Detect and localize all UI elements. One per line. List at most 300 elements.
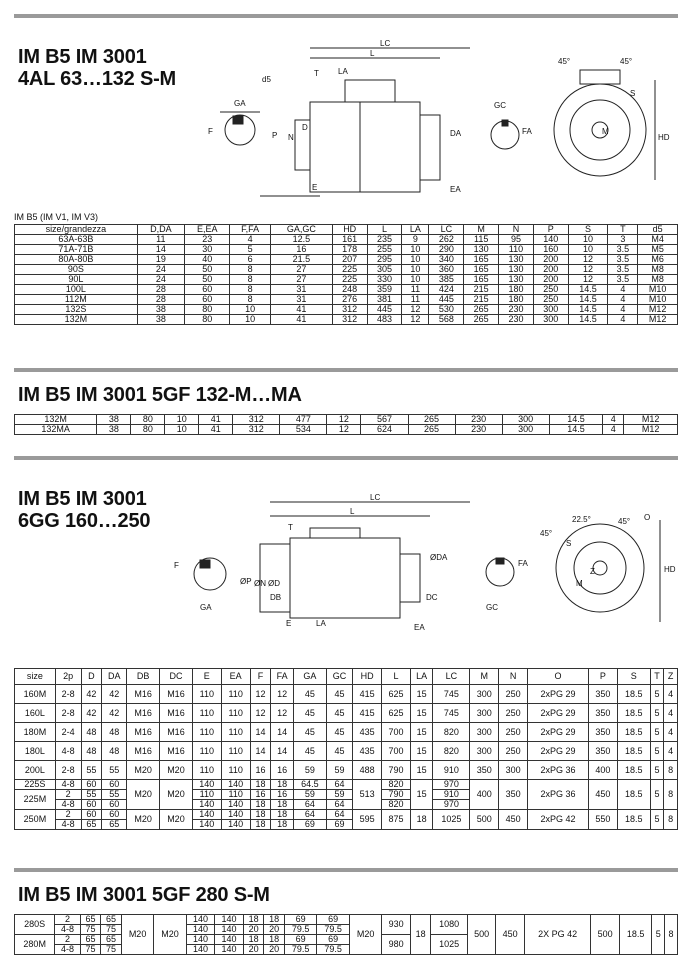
table-cell: 2	[55, 810, 81, 820]
table-cell: 69	[317, 935, 349, 945]
table-cell: 790	[382, 761, 411, 780]
table-cell: 42	[81, 685, 102, 704]
table-cell: 140	[215, 925, 244, 935]
dim-e-label-2: E	[286, 619, 292, 628]
table-cell: 79.5	[317, 925, 349, 935]
table-cell: 28	[137, 285, 184, 295]
table-cell: 15	[410, 742, 432, 761]
table-cell: 624	[361, 425, 408, 435]
table-cell: 140	[215, 935, 244, 945]
table-cell: 18	[250, 820, 271, 830]
table-cell: 567	[361, 415, 408, 425]
table-cell: M16	[160, 723, 193, 742]
table-cell: 18.5	[617, 704, 650, 723]
angle-label-1: 45°	[558, 57, 571, 66]
table-cell: 265	[408, 425, 455, 435]
table-cell: 140	[186, 945, 215, 955]
table-cell: 165	[464, 255, 499, 265]
table-cell: M10	[638, 285, 678, 295]
table-cell: 12	[250, 685, 271, 704]
table-cell: 110	[192, 761, 221, 780]
col-header: LA	[402, 225, 429, 235]
table-cell: 2-8	[55, 685, 81, 704]
table-cell: M8	[638, 275, 678, 285]
table-row	[15, 704, 678, 723]
table-cell: 27	[270, 275, 332, 285]
col-header: d5	[638, 225, 678, 235]
table-row	[15, 742, 678, 761]
table-cell: 75	[80, 925, 101, 935]
table-cell: 38	[97, 415, 131, 425]
table-cell: 14.5	[549, 415, 603, 425]
table-cell: 300	[470, 704, 499, 723]
col-header: DC	[160, 669, 193, 685]
table-cell: 14.5	[568, 305, 608, 315]
table-cell: 14	[250, 723, 271, 742]
table-cell: M20	[127, 761, 160, 780]
dim-z-label: Z	[590, 567, 595, 576]
table-cell: 45	[326, 742, 352, 761]
dim-d5-label: d5	[262, 75, 271, 84]
table-4al	[14, 224, 678, 325]
table-cell: 10	[568, 245, 608, 255]
table-cell: 45	[293, 704, 326, 723]
table-cell: 255	[367, 245, 402, 255]
table-cell: 2xPG 42	[528, 810, 589, 830]
table-cell: 8	[230, 265, 271, 275]
col-header: GA,GC	[270, 225, 332, 235]
dim-s-label-2: S	[566, 539, 572, 548]
table-cell: 15	[410, 761, 432, 780]
table-cell: 38	[137, 315, 184, 325]
table-cell: 14.5	[568, 285, 608, 295]
table-cell: 970	[433, 800, 470, 810]
table-cell: 110	[221, 761, 250, 780]
table-cell: 10	[165, 425, 199, 435]
table-cell: 55	[81, 790, 102, 800]
table-cell: 483	[367, 315, 402, 325]
table-cell: 165	[464, 275, 499, 285]
table-cell: 424	[429, 285, 464, 295]
table-cell: 41	[270, 305, 332, 315]
table-cell: M12	[624, 425, 678, 435]
table-cell: 18.5	[617, 761, 650, 780]
table-cell: 65	[102, 820, 127, 830]
dim-fa-label: FA	[522, 127, 532, 136]
table-cell: 45	[326, 685, 352, 704]
table-cell: 930	[382, 915, 411, 935]
table-cell: 500	[467, 915, 496, 955]
table-cell: 64.5	[293, 780, 326, 790]
table-cell: 4	[603, 425, 624, 435]
table-cell: 16	[271, 790, 293, 800]
section2-rule	[14, 368, 678, 372]
table-cell: 110	[221, 704, 250, 723]
table-cell: 75	[101, 925, 122, 935]
table-cell: 140	[192, 820, 221, 830]
table-cell: 110	[221, 685, 250, 704]
table-cell: 2-4	[55, 723, 81, 742]
table-cell: 415	[353, 704, 382, 723]
table-cell: 55	[102, 761, 127, 780]
table-cell: 4	[664, 685, 678, 704]
angle-label-2: 45°	[620, 57, 633, 66]
table-cell: 28	[137, 295, 184, 305]
table-cell: 18.5	[617, 723, 650, 742]
table-cell: 359	[367, 285, 402, 295]
table-cell: 305	[367, 265, 402, 275]
table-cell: 140	[215, 945, 244, 955]
table-cell: 10	[402, 265, 429, 275]
col-header: D	[81, 669, 102, 685]
table-cell: 4-8	[55, 742, 81, 761]
table-cell: 59	[326, 790, 352, 800]
table-cell: 8	[230, 295, 271, 305]
table-cell: 280M	[15, 935, 55, 955]
table-cell: 64	[326, 780, 352, 790]
table-cell: 16	[271, 761, 293, 780]
table-cell: 12	[568, 255, 608, 265]
table-cell: 48	[81, 742, 102, 761]
col-header: Z	[664, 669, 678, 685]
table-cell: M16	[160, 685, 193, 704]
table-cell: 110	[192, 685, 221, 704]
table-cell: M20	[349, 915, 381, 955]
table-cell: 140	[192, 780, 221, 790]
table-cell: 79.5	[284, 945, 316, 955]
table-cell: 14.5	[568, 315, 608, 325]
col-header: E	[192, 669, 221, 685]
table-row	[15, 275, 678, 285]
table-cell: 140	[533, 235, 568, 245]
table-cell: 42	[102, 704, 127, 723]
table-cell: 225S	[15, 780, 56, 790]
table-cell: 59	[293, 761, 326, 780]
table-cell: 140	[192, 800, 221, 810]
table-cell: 450	[499, 810, 528, 830]
table-cell: 340	[429, 255, 464, 265]
table-cell: 12.5	[270, 235, 332, 245]
table-cell: 910	[433, 790, 470, 800]
dim-dc-label: DC	[426, 593, 438, 602]
table-cell: 10	[568, 235, 608, 245]
section3-title	[18, 488, 150, 532]
dim-hd-label: HD	[658, 133, 670, 142]
dim-l-label: L	[370, 49, 375, 58]
table-cell: 280S	[15, 915, 55, 935]
table-cell: 130	[499, 265, 534, 275]
table-cell: 69	[293, 820, 326, 830]
table-cell: 4	[603, 415, 624, 425]
table-cell: 290	[429, 245, 464, 255]
dim-f-label: F	[208, 127, 213, 136]
angle-label-4: 45°	[540, 529, 553, 538]
table-cell: 5	[650, 810, 664, 830]
section2-title: IM B5 IM 3001 5GF 132-M…MA	[18, 384, 302, 406]
table-cell: 477	[280, 415, 327, 425]
table-cell: 69	[284, 935, 316, 945]
table-cell: 2-8	[55, 704, 81, 723]
table-cell: 250	[499, 742, 528, 761]
table-cell: 110	[192, 790, 221, 800]
table-cell: 300	[533, 305, 568, 315]
table-cell: 95	[499, 235, 534, 245]
table-cell: 4	[608, 295, 638, 305]
table-cell: M16	[127, 723, 160, 742]
table-cell: 41	[199, 415, 233, 425]
table-cell: 60	[185, 295, 230, 305]
table-cell: 10	[165, 415, 199, 425]
table-cell: 14	[137, 245, 184, 255]
section3-title-line2: 6GG 160…250	[18, 510, 151, 532]
table-cell: 71A-71B	[15, 245, 138, 255]
table-cell: 140	[221, 820, 250, 830]
dim-ga-label-2: GA	[200, 603, 212, 612]
table-cell: 60	[185, 285, 230, 295]
table-cell: 2	[55, 915, 80, 925]
col-header: D,DA	[137, 225, 184, 235]
table-cell: 65	[101, 915, 122, 925]
table-cell: 65	[80, 935, 101, 945]
table-cell: M8	[638, 265, 678, 275]
table-cell: 4	[608, 305, 638, 315]
table-cell: M4	[638, 235, 678, 245]
table-cell: 18	[271, 780, 293, 790]
table-cell: 11	[402, 295, 429, 305]
table-cell: 970	[433, 780, 470, 790]
table-cell: 69	[317, 915, 349, 925]
table-cell: 625	[382, 685, 411, 704]
col-header: S	[617, 669, 650, 685]
table-cell: 4-8	[55, 820, 81, 830]
dim-lc-label-2: LC	[370, 494, 381, 502]
table-cell: 90L	[15, 275, 138, 285]
table-cell: 160M	[15, 685, 56, 704]
table-cell: M12	[638, 305, 678, 315]
table-cell: 60	[102, 780, 127, 790]
table-cell: 59	[293, 790, 326, 800]
table-cell: M12	[624, 415, 678, 425]
table-cell: 2	[55, 935, 80, 945]
table-cell: 534	[280, 425, 327, 435]
table-cell: 20	[243, 925, 264, 935]
table-cell: 18	[264, 915, 285, 925]
table-cell: 12	[402, 305, 429, 315]
table-cell: 10	[230, 315, 271, 325]
table-cell: 38	[137, 305, 184, 315]
table-cell: 980	[382, 935, 411, 955]
table-cell: 3.5	[608, 265, 638, 275]
table-cell: 5	[650, 704, 664, 723]
table-cell: 79.5	[284, 925, 316, 935]
table-cell: 18	[243, 915, 264, 925]
table-cell: 500	[591, 915, 620, 955]
table-cell: 160	[533, 245, 568, 255]
dim-gc-label: GC	[494, 101, 506, 110]
table-cell: 18	[250, 800, 271, 810]
table-6gg	[14, 668, 678, 830]
table-cell: 225	[332, 265, 367, 275]
table-cell: 45	[293, 723, 326, 742]
table-row	[15, 415, 678, 425]
table-row	[15, 245, 678, 255]
table-cell: 115	[464, 235, 499, 245]
table-cell: 6	[230, 255, 271, 265]
table-cell: 5	[650, 685, 664, 704]
table-cell: 59	[326, 761, 352, 780]
table-6gg-body	[15, 685, 678, 830]
col-header: P	[533, 225, 568, 235]
table-cell: 42	[81, 704, 102, 723]
table-cell: 18	[271, 820, 293, 830]
table-cell: 75	[80, 945, 101, 955]
col-header: N	[499, 225, 534, 235]
table-cell: 435	[353, 723, 382, 742]
table-cell: 48	[102, 723, 127, 742]
table-cell: 14	[250, 742, 271, 761]
col-header: GA	[293, 669, 326, 685]
table-cell: 9	[402, 235, 429, 245]
table-cell: 64	[293, 810, 326, 820]
col-header: M	[464, 225, 499, 235]
table-cell: 80	[185, 315, 230, 325]
table-cell: M5	[638, 245, 678, 255]
table-cell: M12	[638, 315, 678, 325]
table-cell: 820	[382, 780, 411, 790]
table-cell: 265	[464, 305, 499, 315]
table-cell: 132S	[15, 305, 138, 315]
table-cell: 820	[433, 742, 470, 761]
table-cell: M20	[154, 915, 186, 955]
table-header-row	[15, 225, 678, 235]
table-cell: 180M	[15, 723, 56, 742]
table-cell: 15	[410, 780, 432, 810]
dim-lc-label: LC	[380, 40, 391, 48]
dim-f-label-2: F	[174, 561, 179, 570]
table-cell: 4-8	[55, 800, 81, 810]
table-cell: 100L	[15, 285, 138, 295]
table-cell: 80A-80B	[15, 255, 138, 265]
table-row	[15, 315, 678, 325]
table-cell: 445	[429, 295, 464, 305]
table-cell: 225	[332, 275, 367, 285]
table-cell: 300	[502, 425, 549, 435]
table-cell: 250	[499, 704, 528, 723]
table-cell: 48	[81, 723, 102, 742]
dim-m-label: M	[602, 127, 609, 136]
table-cell: 250	[499, 723, 528, 742]
table-cell: 12	[327, 415, 361, 425]
table-cell: 80	[131, 415, 165, 425]
angle-label-5: 45°	[618, 517, 631, 526]
table-cell: 23	[185, 235, 230, 245]
table-cell: 45	[293, 685, 326, 704]
table-header-row	[15, 669, 678, 685]
table-cell: 18	[243, 935, 264, 945]
table-cell: 875	[382, 810, 411, 830]
table-cell: 8	[664, 810, 678, 830]
table-cell: 50	[185, 265, 230, 275]
table-cell: 11	[137, 235, 184, 245]
table-cell: 112M	[15, 295, 138, 305]
table-row	[15, 761, 678, 780]
table-cell: 312	[233, 415, 280, 425]
table-cell: 250	[533, 295, 568, 305]
table-cell: 350	[588, 742, 617, 761]
table-cell: 180L	[15, 742, 56, 761]
table-cell: 10	[230, 305, 271, 315]
table-4al-body	[15, 235, 678, 325]
table-row	[15, 723, 678, 742]
table-cell: 15	[410, 723, 432, 742]
table-cell: 5	[230, 245, 271, 255]
table-cell: 69	[326, 820, 352, 830]
table-cell: M20	[160, 810, 193, 830]
table-cell: 300	[470, 723, 499, 742]
table-cell: 130	[499, 255, 534, 265]
table-cell: 60	[81, 810, 102, 820]
table-cell: M16	[127, 742, 160, 761]
table-cell: 18	[264, 935, 285, 945]
table-cell: 300	[502, 415, 549, 425]
table-cell: 160L	[15, 704, 56, 723]
table-cell: 550	[588, 810, 617, 830]
table-cell: 2	[55, 790, 81, 800]
table-cell: 295	[367, 255, 402, 265]
table-cell: 15	[410, 704, 432, 723]
table-cell: 60	[81, 780, 102, 790]
dim-fa-label-2: FA	[518, 559, 528, 568]
col-header: F,FA	[230, 225, 271, 235]
table-cell: 2xPG 36	[528, 761, 589, 780]
table-cell: 140	[215, 915, 244, 925]
table-cell: 312	[233, 425, 280, 435]
table-cell: 790	[382, 790, 411, 800]
dim-p-label: P	[272, 131, 278, 140]
table-cell: 5	[650, 761, 664, 780]
table-cell: 55	[102, 790, 127, 800]
table-row	[15, 235, 678, 245]
table-cell: 400	[470, 780, 499, 810]
table-cell: 4	[608, 315, 638, 325]
table-cell: 3	[608, 235, 638, 245]
table-cell: 8	[230, 275, 271, 285]
table-cell: 21.5	[270, 255, 332, 265]
table-cell: 230	[455, 415, 502, 425]
table-cell: 60	[102, 800, 127, 810]
dim-n-label: N	[288, 133, 294, 142]
col-header: LC	[433, 669, 470, 685]
table-cell: 820	[382, 800, 411, 810]
table-cell: 276	[332, 295, 367, 305]
table-cell: 24	[137, 265, 184, 275]
table-cell: 5	[650, 723, 664, 742]
table-cell: 110	[221, 742, 250, 761]
table-cell: 18	[410, 810, 432, 830]
col-header: 2p	[55, 669, 81, 685]
table-cell: 45	[293, 742, 326, 761]
table-cell: 64	[293, 800, 326, 810]
dim-da-label: DA	[450, 129, 462, 138]
table-cell: 178	[332, 245, 367, 255]
section1-title-line1: IM B5 IM 3001	[18, 46, 147, 68]
angle-label-3: 22.5°	[572, 515, 591, 524]
table-cell: 41	[270, 315, 332, 325]
table-cell: 8	[665, 915, 678, 955]
table-cell: 18	[250, 810, 271, 820]
table-cell: 360	[429, 265, 464, 275]
col-header: DA	[102, 669, 127, 685]
